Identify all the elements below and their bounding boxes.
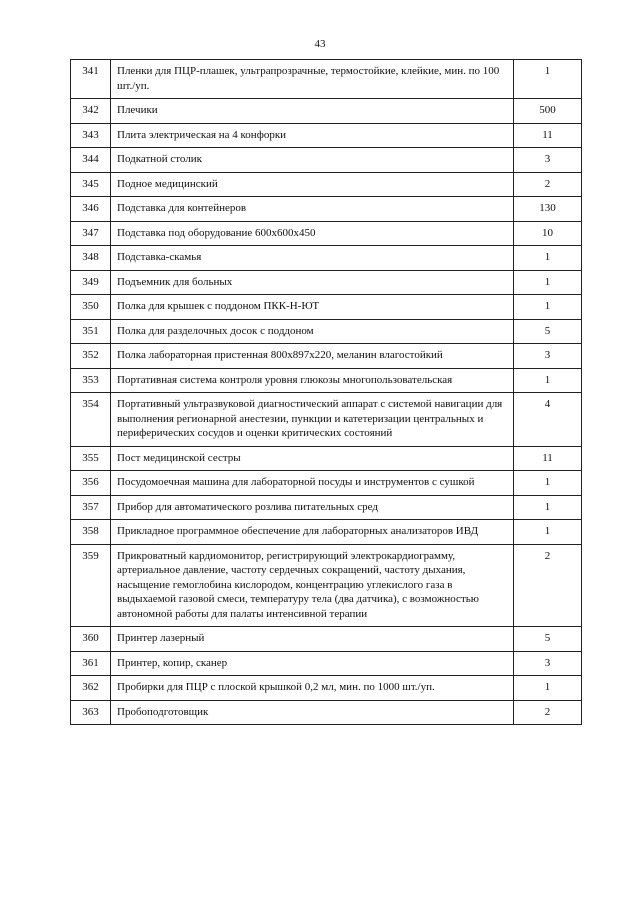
row-number: 361	[71, 651, 111, 676]
row-number: 362	[71, 676, 111, 701]
row-number: 341	[71, 60, 111, 99]
item-name: Подкатной столик	[111, 148, 514, 173]
item-name: Подъемник для больных	[111, 270, 514, 295]
item-name: Пробирки для ПЦР с плоской крышкой 0,2 мл, мин. по 1000 шт./уп.	[111, 676, 514, 701]
item-quantity: 3	[514, 651, 582, 676]
item-name: Посудомоечная машина для лабораторной посуды и инструментов с сушкой	[111, 471, 514, 496]
row-number: 352	[71, 344, 111, 369]
table-row	[71, 368, 582, 393]
item-name: Полка лабораторная пристенная 800x897x220, меланин влагостойкий	[111, 344, 514, 369]
item-name: Подставка под оборудование 600x600x450	[111, 221, 514, 246]
row-number: 343	[71, 123, 111, 148]
item-name: Плита электрическая на 4 конфорки	[111, 123, 514, 148]
item-quantity: 130	[514, 197, 582, 222]
row-number: 357	[71, 495, 111, 520]
item-name: Подное медицинский	[111, 172, 514, 197]
table-row	[71, 676, 582, 701]
item-name: Плечики	[111, 99, 514, 124]
row-number: 363	[71, 700, 111, 725]
row-number: 349	[71, 270, 111, 295]
item-name: Подставка-скамья	[111, 246, 514, 271]
item-quantity: 2	[514, 172, 582, 197]
row-number: 342	[71, 99, 111, 124]
item-name: Прибор для автоматического розлива питательных сред	[111, 495, 514, 520]
item-quantity: 1	[514, 368, 582, 393]
table-row	[71, 172, 582, 197]
item-name: Полка для разделочных досок с поддоном	[111, 319, 514, 344]
item-quantity: 4	[514, 393, 582, 447]
item-quantity: 11	[514, 123, 582, 148]
row-number: 351	[71, 319, 111, 344]
item-quantity: 1	[514, 676, 582, 701]
item-name: Принтер, копир, сканер	[111, 651, 514, 676]
table-row	[71, 246, 582, 271]
item-quantity: 1	[514, 471, 582, 496]
table-row	[71, 495, 582, 520]
item-quantity: 500	[514, 99, 582, 124]
item-quantity: 1	[514, 60, 582, 99]
table-row	[71, 544, 582, 627]
row-number: 345	[71, 172, 111, 197]
row-number: 353	[71, 368, 111, 393]
item-name: Портативная система контроля уровня глюкозы многопользовательская	[111, 368, 514, 393]
table-row	[71, 700, 582, 725]
item-quantity: 2	[514, 544, 582, 627]
row-number: 360	[71, 627, 111, 652]
item-name: Пост медицинской сестры	[111, 446, 514, 471]
item-quantity: 5	[514, 319, 582, 344]
item-quantity: 1	[514, 270, 582, 295]
item-name: Принтер лазерный	[111, 627, 514, 652]
item-quantity: 10	[514, 221, 582, 246]
row-number: 356	[71, 471, 111, 496]
table-row	[71, 627, 582, 652]
row-number: 359	[71, 544, 111, 627]
equipment-table	[70, 59, 582, 725]
page-number: 43	[314, 38, 326, 50]
table-row	[71, 651, 582, 676]
item-name: Прикладное программное обеспечение для лабораторных анализаторов ИВД	[111, 520, 514, 545]
row-number: 355	[71, 446, 111, 471]
row-number: 350	[71, 295, 111, 320]
table-row	[71, 270, 582, 295]
item-quantity: 3	[514, 148, 582, 173]
table-row	[71, 393, 582, 447]
row-number: 354	[71, 393, 111, 447]
row-number: 344	[71, 148, 111, 173]
item-name: Подставка для контейнеров	[111, 197, 514, 222]
item-quantity: 1	[514, 246, 582, 271]
item-quantity: 11	[514, 446, 582, 471]
item-quantity: 1	[514, 295, 582, 320]
table-row	[71, 99, 582, 124]
row-number: 347	[71, 221, 111, 246]
table-row	[71, 60, 582, 99]
table-row	[71, 148, 582, 173]
item-name: Пленки для ПЦР-плашек, ультрапрозрачные, термостойкие, клейкие, мин. по 100 шт./уп.	[111, 60, 514, 99]
table-row	[71, 471, 582, 496]
item-quantity: 1	[514, 520, 582, 545]
table-row	[71, 295, 582, 320]
row-number: 348	[71, 246, 111, 271]
equipment-table-body	[71, 60, 582, 725]
table-row	[71, 319, 582, 344]
item-quantity: 5	[514, 627, 582, 652]
table-row	[71, 123, 582, 148]
item-name: Портативный ультразвуковой диагностический аппарат с системой навигации для выполнения регионарной анестезии, пункции и катетеризации центральных и периферических сосудов и оценки критических состояний	[111, 393, 514, 447]
item-name: Полка для крышек с поддоном ПКК-Н-ЮТ	[111, 295, 514, 320]
table-row	[71, 221, 582, 246]
item-name: Пробоподготовщик	[111, 700, 514, 725]
table-row	[71, 344, 582, 369]
item-quantity: 3	[514, 344, 582, 369]
item-quantity: 2	[514, 700, 582, 725]
row-number: 346	[71, 197, 111, 222]
table-row	[71, 197, 582, 222]
item-name: Прикроватный кардиомонитор, регистрирующий электрокардиограмму, артериальное давление, частоту сердечных сокращений, частоту дыхания, насыщение гемоглобина кислородом, концентрацию углекислого газа в выдыхаемой газовой смеси, температуру тела (два датчика), с возможностью автономной работы для палаты интенсивной терапии	[111, 544, 514, 627]
table-row	[71, 520, 582, 545]
table-row	[71, 446, 582, 471]
item-quantity: 1	[514, 495, 582, 520]
row-number: 358	[71, 520, 111, 545]
